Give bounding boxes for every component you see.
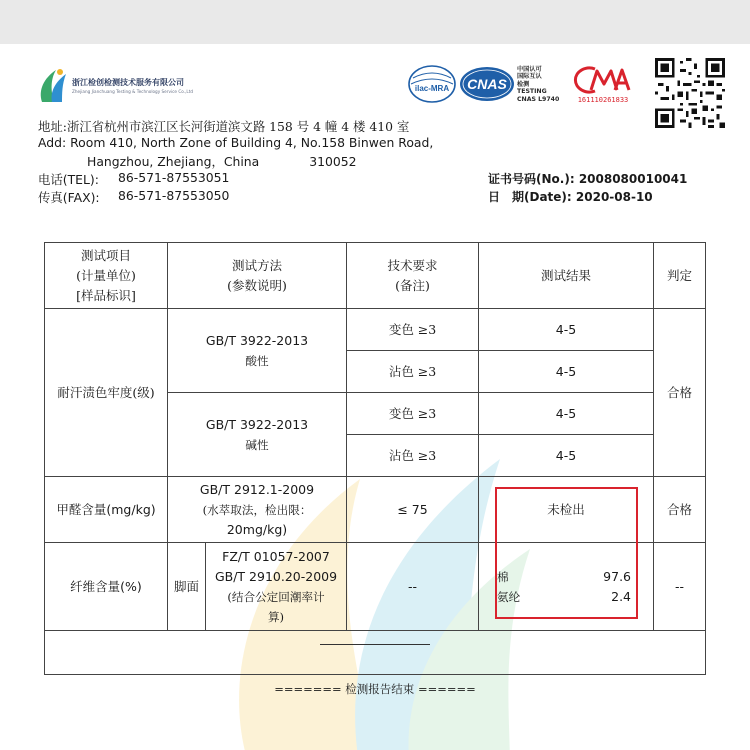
header-requirement — [347, 243, 479, 309]
tel-label: 电话(TEL): — [38, 172, 99, 187]
header-text: 技术要求 — [387, 257, 438, 273]
item-formaldehyde: 甲醛含量(mg/kg) — [45, 477, 168, 543]
header-text: 测试方法 — [232, 257, 283, 273]
cert-value: 2008080010041 — [578, 172, 688, 186]
fax — [38, 188, 230, 206]
report-sheet — [0, 44, 750, 750]
sample-label: 脚面 — [168, 543, 206, 631]
header-text: (参数说明) — [227, 277, 287, 293]
address-en-line2 — [87, 152, 357, 170]
address-cn — [38, 117, 409, 135]
method-standard: GB/T 3922-2013 — [205, 332, 309, 348]
company-name-en: Zhejiang Jianchuang Testing & Technology Service Co.,Ltd — [72, 89, 194, 94]
fiber-name: 棉 — [497, 569, 509, 584]
method-note: 算) — [267, 609, 285, 624]
verdict-fiber: -- — [654, 543, 706, 631]
cnas-icon — [458, 65, 516, 103]
header-text: (备注) — [395, 277, 430, 293]
company-name-cn: 浙江检创检测技术服务有限公司 — [72, 78, 184, 87]
method-note: (结合公定回潮率计 — [227, 589, 325, 604]
method-acid — [168, 309, 347, 393]
item-sweat-fastness: 耐汗渍色牢度(级) — [45, 309, 168, 477]
method-fiber — [206, 543, 347, 631]
method-standard: GB/T 2910.20-2009 — [214, 568, 338, 584]
result-cell: 4-5 — [479, 435, 654, 477]
requirement-cell: 沾色 ≥3 — [347, 351, 479, 393]
table-header-row — [45, 243, 706, 309]
report-date — [488, 188, 653, 205]
cnas-label: CNAS — [467, 76, 507, 92]
cma-logo-icon — [571, 66, 635, 94]
requirement-cell: 变色 ≥3 — [347, 393, 479, 435]
header-result: 测试结果 — [479, 243, 654, 309]
method-standard: GB/T 2912.1-2009 — [199, 481, 315, 497]
cert-label: 证书号码(No.): — [488, 172, 575, 186]
ilac-mra-icon — [407, 64, 457, 104]
cnas-accreditation-text — [517, 66, 559, 103]
empty-cell — [45, 631, 706, 675]
header-text: [样品标识] — [76, 287, 136, 303]
requirement-cell: 变色 ≥3 — [347, 309, 479, 351]
address-zip: 310052 — [309, 154, 357, 169]
method-standard: FZ/T 01057-2007 — [222, 548, 330, 564]
address-cn-label: 地址: — [38, 119, 67, 134]
result-highlight-box — [495, 487, 638, 619]
result-cell: 4-5 — [479, 309, 654, 351]
qr-code-icon — [655, 58, 725, 128]
address-city: Hangzhou, Zhejiang，China — [87, 154, 260, 169]
divider-line — [320, 644, 430, 645]
header-method — [168, 243, 347, 309]
date-label: 日 期(Date): — [488, 190, 572, 204]
method-formaldehyde — [168, 477, 347, 543]
header-verdict: 判定 — [654, 243, 706, 309]
header-item — [45, 243, 168, 309]
header-text: 测试项目 — [80, 247, 131, 263]
cnas-text-line: 中国认可 — [517, 66, 542, 73]
fiber-value: 97.6 — [603, 568, 632, 584]
date-value: 2020-08-10 — [575, 190, 653, 204]
requirement-cell: ≤ 75 — [347, 477, 479, 543]
fiber-value: 2.4 — [611, 588, 632, 604]
header-text: (计量单位) — [76, 267, 136, 283]
fiber-name: 氨纶 — [497, 589, 521, 604]
result-cell: 未检出 — [479, 477, 654, 543]
fax-label: 传真(FAX): — [38, 190, 100, 205]
address-en-line1: Add: Room 410, North Zone of Building 4, No.158 Binwen Road, — [38, 135, 434, 150]
cnas-text-line: CNAS L9740 — [517, 95, 560, 103]
requirement-cell: 沾色 ≥3 — [347, 435, 479, 477]
cnas-text-line: TESTING — [517, 88, 547, 96]
company-logo-icon — [38, 68, 68, 104]
certificate-number — [488, 170, 687, 187]
item-fiber-content: 纤维含量(%) — [45, 543, 168, 631]
result-cell: 4-5 — [479, 393, 654, 435]
result-cell: 4-5 — [479, 351, 654, 393]
telephone — [38, 170, 230, 188]
verdict-sweat: 合格 — [654, 309, 706, 477]
requirement-cell: -- — [347, 543, 479, 631]
cnas-text-line: 检测 — [517, 80, 530, 88]
cnas-text-line: 国际互认 — [517, 73, 542, 81]
address-cn-value: 浙江省杭州市滨江区长河街道滨文路 158 号 4 幢 4 楼 410 室 — [66, 119, 410, 134]
fax-value: 86-571-87553050 — [118, 188, 230, 203]
method-note: 20mg/kg) — [226, 521, 288, 537]
method-standard: GB/T 3922-2013 — [205, 416, 309, 432]
tel-value: 86-571-87553051 — [118, 170, 230, 185]
verdict-formaldehyde: 合格 — [654, 477, 706, 543]
ilac-label: ilac-MRA — [414, 84, 450, 93]
method-note: 碱性 — [245, 437, 269, 452]
method-alkaline — [168, 393, 347, 477]
table-row — [45, 309, 706, 351]
cma-number: 161110261833 — [577, 96, 629, 104]
report-end-text: ======= 检测报告结束 ====== — [274, 682, 476, 696]
table-row-empty — [45, 631, 706, 675]
method-note: (水萃取法，检出限： — [202, 502, 312, 517]
method-note: 酸性 — [245, 353, 269, 368]
